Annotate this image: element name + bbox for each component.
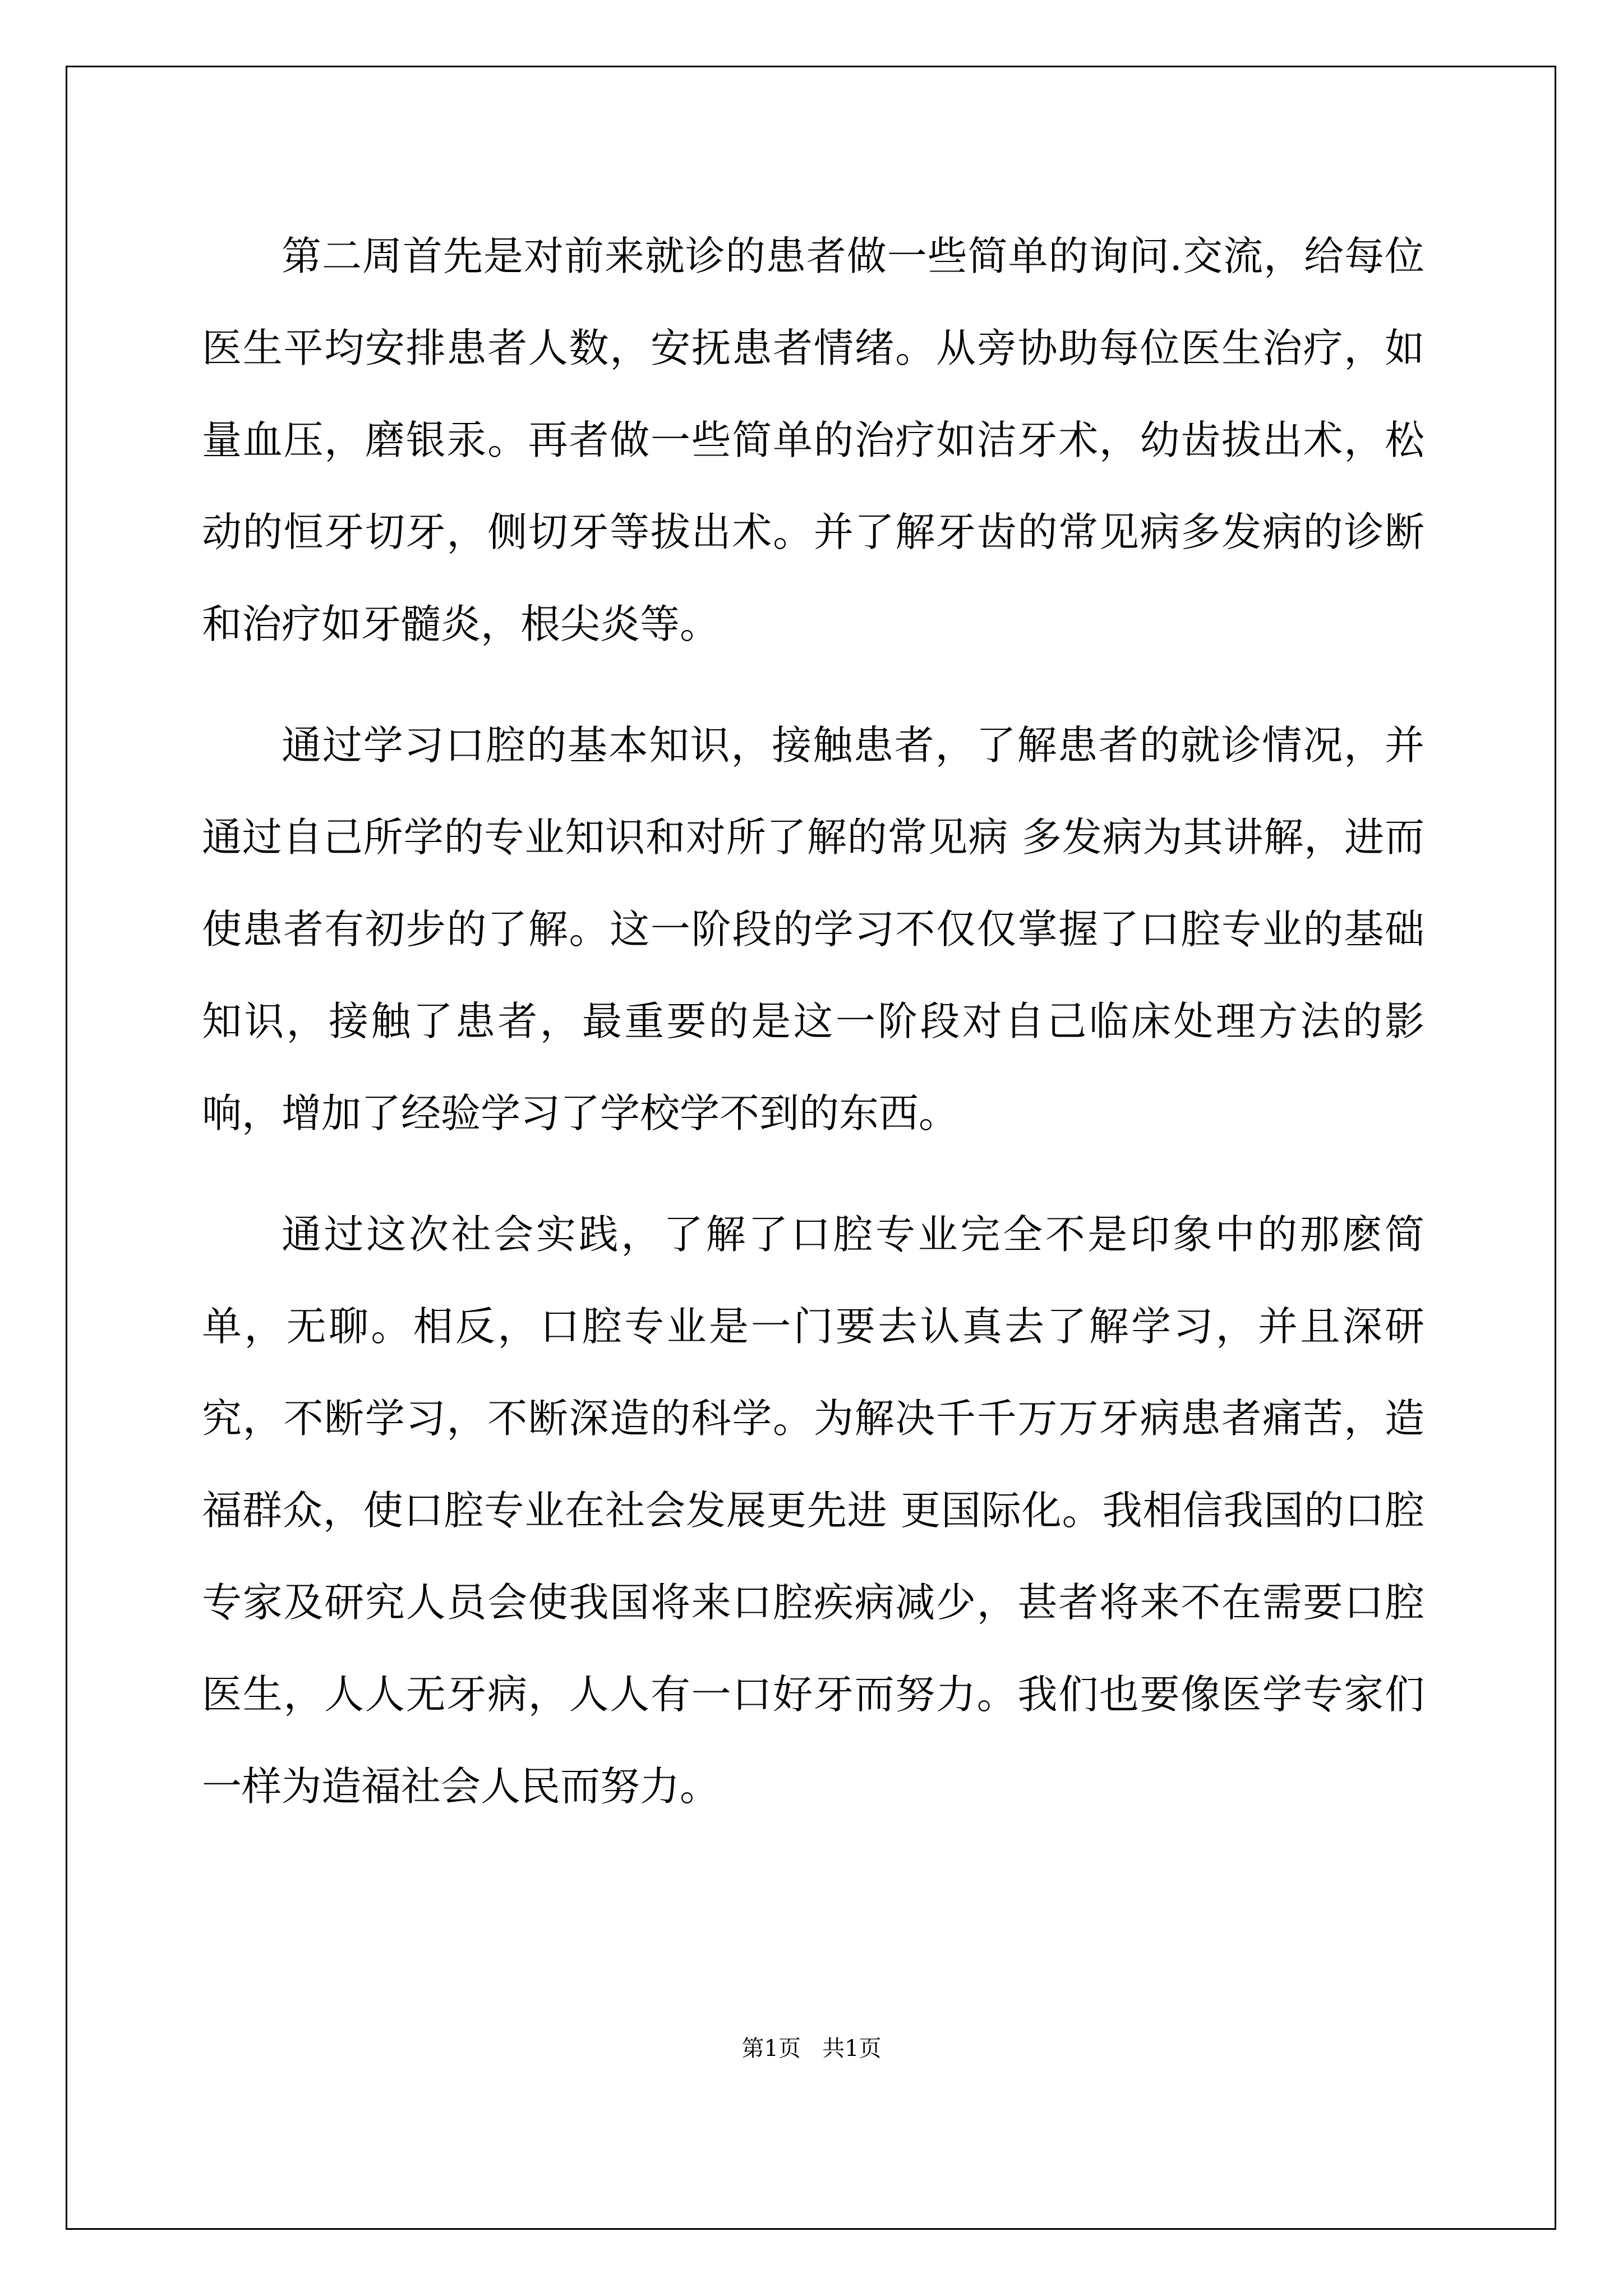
document-body: [202, 210, 1424, 1862]
paragraph-1: 第二周首先是对前来就诊的患者做一些简单的询问.交流，给每位医生平均安排患者人数，安抚患者情绪。从旁协助每位医生治疗，如量血压，磨银汞。再者做一些简单的治疗如洁牙术，幼齿拔出术，松动的恒牙切牙，侧切牙等拔出术。并了解牙齿的常见病多发病的诊断和治疗如牙髓炎，根尖炎等。: [202, 233, 1424, 647]
page-total: 共1页: [822, 2036, 882, 2062]
paragraph-3: 通过这次社会实践，了解了口腔专业完全不是印象中的那麽简单，无聊。相反，口腔专业是一门要去认真去了解学习，并且深研究，不断学习，不断深造的科学。为解决千千万万牙病患者痛苦，造福群众，使口腔专业在社会发展更先进 更国际化。我相信我国的口腔专家及研究人员会使我国将来口腔疾病减少，甚者将来不在需要口腔医生，人人无牙病，人人有一口好牙而努力。我们也要像医学专家们一样为造福社会人民而努力。: [202, 1211, 1424, 1810]
page-footer: [0, 2031, 1623, 2063]
paragraph-2: 通过学习口腔的基本知识，接触患者，了解患者的就诊情况，并通过自己所学的专业知识和对所了解的常见病 多发病为其讲解，进而使患者有初步的了解。这一阶段的学习不仅仅掌握了口腔专业的基础知识，接触了患者，最重要的是这一阶段对自己临床处理方法的影响，增加了经验学习了学校学不到的东西。: [202, 722, 1424, 1137]
page-number: 第1页: [741, 2036, 801, 2062]
